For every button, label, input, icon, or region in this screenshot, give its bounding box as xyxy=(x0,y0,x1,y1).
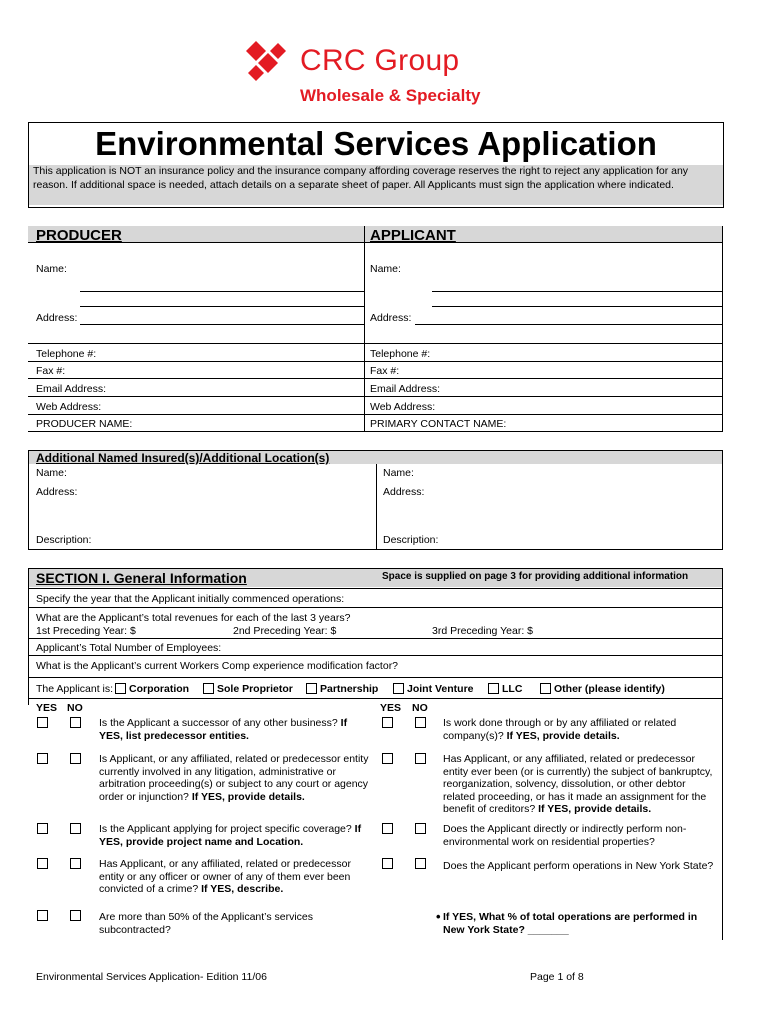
additional-description-label-left: Description: xyxy=(36,534,92,546)
q-crime-yes-checkbox[interactable] xyxy=(37,858,48,869)
q-successor-no-checkbox[interactable] xyxy=(70,717,81,728)
llc-checkbox[interactable] xyxy=(488,683,499,694)
producer-contact-label: PRODUCER NAME: xyxy=(36,418,133,430)
other-entity-label: Other (please identify) xyxy=(554,683,665,695)
q-subcontracted-yes-checkbox[interactable] xyxy=(37,910,48,921)
q-subcontracted-no-checkbox[interactable] xyxy=(70,910,81,921)
revenue-year3-label: 3rd Preceding Year: $ xyxy=(432,625,533,637)
partnership-checkbox[interactable] xyxy=(306,683,317,694)
section1-heading: SECTION I. General Information xyxy=(36,570,247,586)
corporation-checkbox[interactable] xyxy=(115,683,126,694)
q-newyork-no-checkbox[interactable] xyxy=(415,858,426,869)
crc-logo-icon xyxy=(242,37,292,87)
q-bankruptcy-yes-checkbox[interactable] xyxy=(382,753,393,764)
q-successor: Is the Applicant a successor of any other business? If YES, list predecessor entities. xyxy=(99,717,348,742)
yes-header-left: YES xyxy=(36,702,58,714)
q-residential-yes-checkbox[interactable] xyxy=(382,823,393,834)
applicant-name-field[interactable] xyxy=(432,291,722,292)
footer-edition: Environmental Services Application- Edition 11/06 xyxy=(36,971,267,983)
additional-heading: Additional Named Insured(s)/Additional Location(s) xyxy=(36,451,330,465)
q-affiliated-work: Is work done through or by any affiliated or related company(s)? If YES, provide details. xyxy=(443,717,677,742)
yes-header-right: YES xyxy=(380,702,402,714)
corporation-label: Corporation xyxy=(129,683,190,695)
entity-type-label: The Applicant is: xyxy=(36,683,114,695)
q-successor-yes-checkbox[interactable] xyxy=(37,717,48,728)
applicant-address-label: Address: xyxy=(370,312,412,324)
applicant-heading: APPLICANT xyxy=(370,227,456,244)
revenue-year2-label: 2nd Preceding Year: $ xyxy=(233,625,337,637)
producer-name-label: Name: xyxy=(36,263,67,275)
q-crime-no-checkbox[interactable] xyxy=(70,858,81,869)
applicant-name-label: Name: xyxy=(370,263,401,275)
applicant-email-label: Email Address: xyxy=(370,383,441,395)
producer-name-field[interactable] xyxy=(80,291,364,292)
intro-text: This application is NOT an insurance policy and the insurance company affording coverage reserves the right to reject any application for any reason. If additional space is needed, attach details on a separate sheet of paper. All Applicants must sign the application where indicated. xyxy=(29,165,723,205)
additional-description-label-right: Description: xyxy=(383,534,439,546)
revenue-year1-label: 1st Preceding Year: $ xyxy=(36,625,136,637)
llc-label: LLC xyxy=(502,683,523,695)
workcomp-label: What is the Applicant’s current Workers Comp experience modification factor? xyxy=(36,660,399,672)
applicant-telephone-label: Telephone #: xyxy=(370,348,431,360)
applicant-web-label: Web Address: xyxy=(370,401,436,413)
producer-email-label: Email Address: xyxy=(36,383,107,395)
additional-name-label-left: Name: xyxy=(36,467,67,479)
q-affiliated-yes-checkbox[interactable] xyxy=(382,717,393,728)
producer-fax-label: Fax #: xyxy=(36,365,66,377)
q-subcontracted: Are more than 50% of the Applicant’s services subcontracted? xyxy=(99,911,314,936)
applicant-fax-label: Fax #: xyxy=(370,365,400,377)
q-newyork-percent: If YES, What % of total operations are performed in New York State? _______ xyxy=(443,911,698,936)
producer-heading: PRODUCER xyxy=(36,227,122,244)
producer-telephone-label: Telephone #: xyxy=(36,348,97,360)
q-litigation-no-checkbox[interactable] xyxy=(70,753,81,764)
joint-venture-label: Joint Venture xyxy=(407,683,474,695)
applicant-address-field[interactable] xyxy=(415,324,722,325)
sole-proprietor-label: Sole Proprietor xyxy=(217,683,293,695)
q-project-no-checkbox[interactable] xyxy=(70,823,81,834)
applicant-contact-label: PRIMARY CONTACT NAME: xyxy=(370,418,507,430)
partnership-label: Partnership xyxy=(320,683,379,695)
producer-web-label: Web Address: xyxy=(36,401,102,413)
brand-tagline: Wholesale & Specialty xyxy=(300,86,481,105)
producer-address-field[interactable] xyxy=(80,324,364,325)
q-newyork-yes-checkbox[interactable] xyxy=(382,858,393,869)
q-newyork: Does the Applicant perform operations in New York State? xyxy=(443,860,714,872)
q-project-yes-checkbox[interactable] xyxy=(37,823,48,834)
q-bankruptcy: Has Applicant, or any affiliated, related or predecessor entity ever been (or is currently) the subject of bankruptcy, reorganization, solvency, dissolution, or other debtor related proceeding, or has it made an assignment for the benefit of creditors? If YES, provide details. xyxy=(443,753,713,815)
revenues-question: What are the Applicant’s total revenues for each of the last 3 years? xyxy=(36,612,351,624)
section1-note: Space is supplied on page 3 for providing additional information xyxy=(382,571,689,582)
brand-name: CRC Group xyxy=(300,44,460,77)
sole-proprietor-checkbox[interactable] xyxy=(203,683,214,694)
page-title: Environmental Services Application xyxy=(95,125,657,162)
additional-address-label-right: Address: xyxy=(383,486,425,498)
q-residential: Does the Applicant directly or indirectly perform non-environmental work on residential properties? xyxy=(443,823,687,848)
q-litigation: Is Applicant, or any affiliated, related or predecessor entity currently involved in any litigation, administrative or arbitration proceeding(s) or subject to any court or agency order or injunction? If YES, provide details. xyxy=(99,753,369,803)
q-litigation-yes-checkbox[interactable] xyxy=(37,753,48,764)
additional-name-label-right: Name: xyxy=(383,467,414,479)
producer-address-label: Address: xyxy=(36,312,78,324)
q-project-specific: Is the Applicant applying for project specific coverage? If YES, provide project name and Location. xyxy=(99,823,362,848)
title-box xyxy=(28,122,724,208)
q-crime: Has Applicant, or any affiliated, related or predecessor entity or any officer or owner of any of them ever been convicted of a crime? If YES, describe. xyxy=(99,858,351,895)
additional-address-label-left: Address: xyxy=(36,486,78,498)
no-header-right: NO xyxy=(412,702,428,714)
commenced-year-label: Specify the year that the Applicant initially commenced operations: xyxy=(36,593,345,605)
other-entity-checkbox[interactable] xyxy=(540,683,551,694)
no-header-left: NO xyxy=(67,702,83,714)
employees-label: Applicant’s Total Number of Employees: xyxy=(36,642,222,654)
footer-page-number: Page 1 of 8 xyxy=(530,971,584,983)
q-affiliated-no-checkbox[interactable] xyxy=(415,717,426,728)
joint-venture-checkbox[interactable] xyxy=(393,683,404,694)
q-bankruptcy-no-checkbox[interactable] xyxy=(415,753,426,764)
q-residential-no-checkbox[interactable] xyxy=(415,823,426,834)
bullet-glyph: • xyxy=(436,909,441,924)
